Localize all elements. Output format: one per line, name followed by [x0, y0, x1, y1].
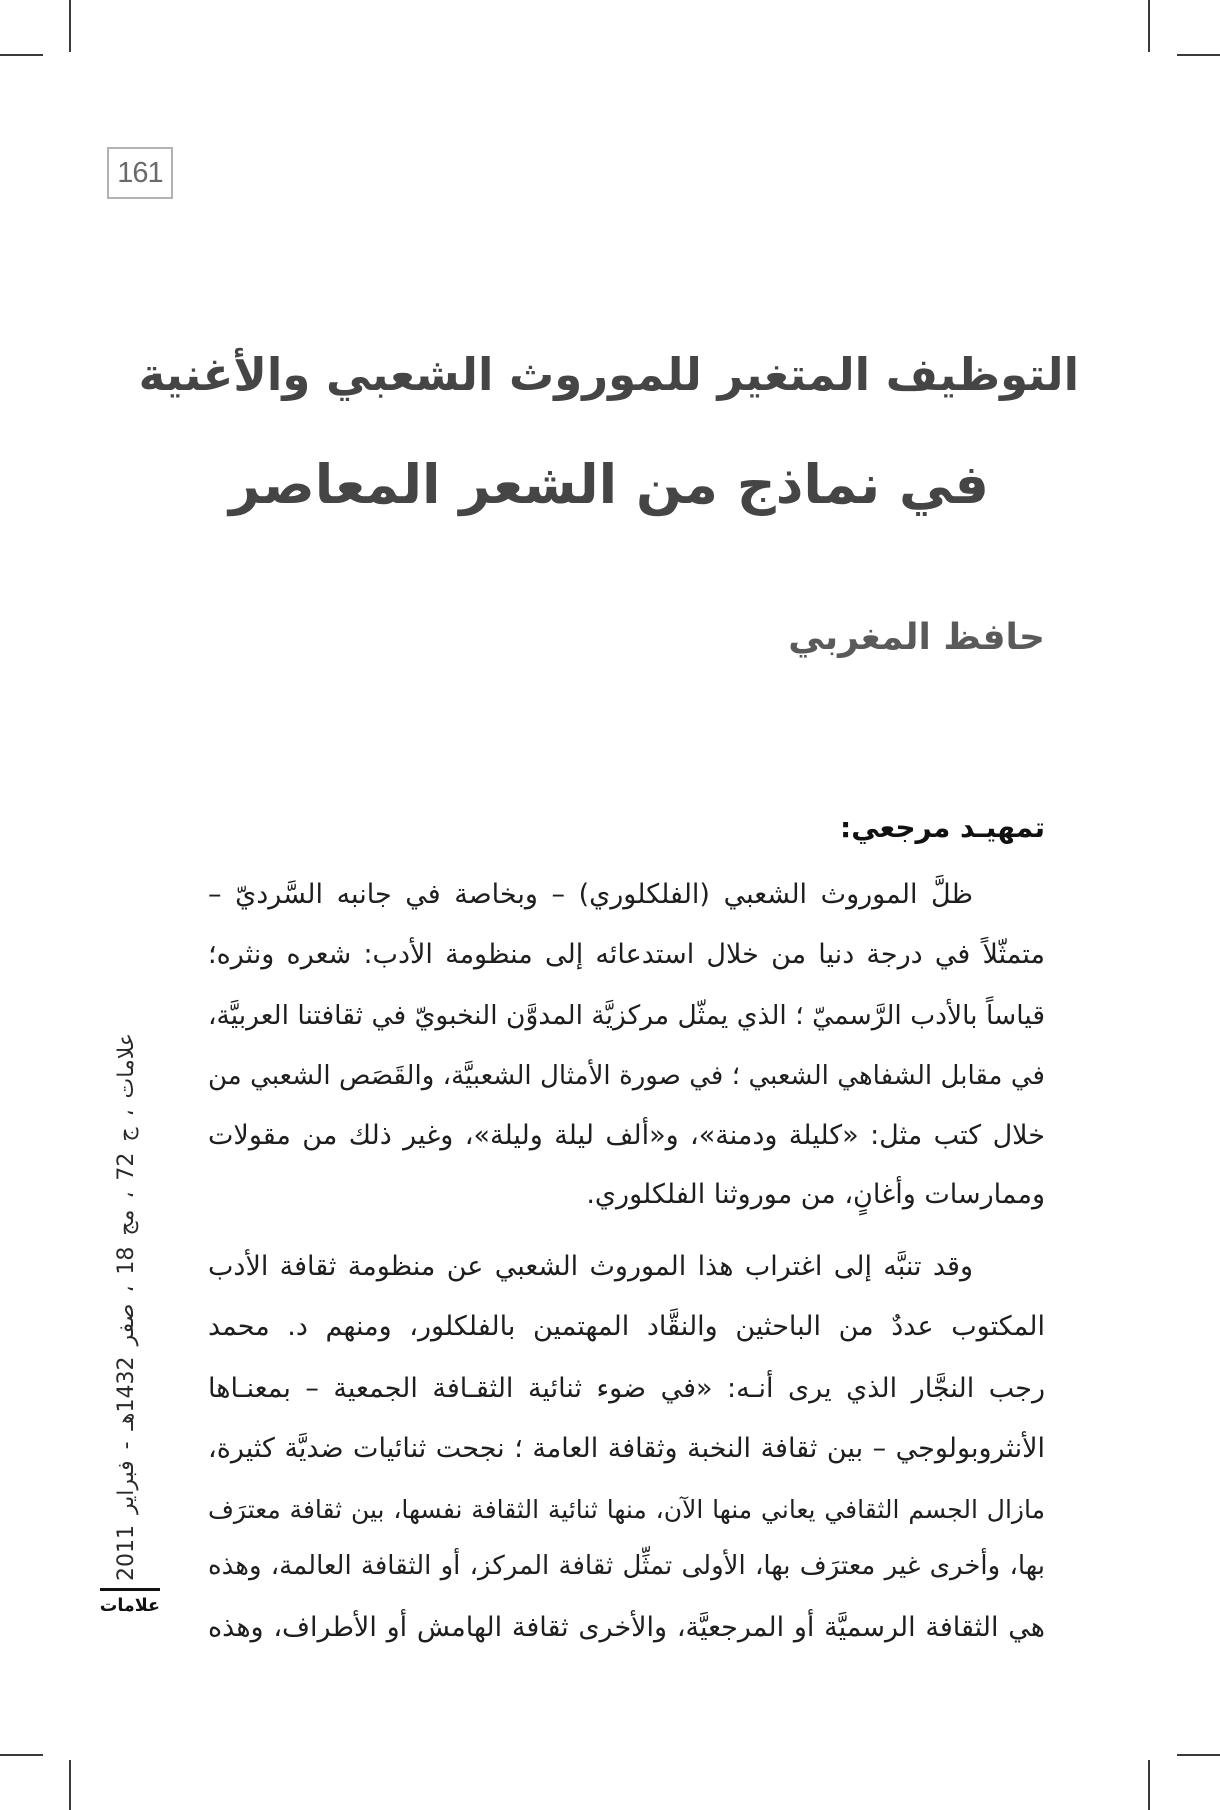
- crop-mark-top-left-horizontal: [0, 54, 43, 56]
- body-line: متمثّلاً في درجة دنيا من خلال استدعائه إلى منظومة الأدب: شعره ونثره؛: [208, 939, 1045, 970]
- article-title-line-1: التوظيف المتغير للموروث الشعبي والأغنية: [139, 348, 1079, 401]
- crop-mark-bottom-right-horizontal: [1177, 1754, 1220, 1756]
- crop-mark-bottom-right-vertical: [1148, 1760, 1150, 1810]
- crop-mark-top-right-vertical: [1148, 0, 1150, 52]
- crop-mark-top-left-vertical: [69, 0, 71, 52]
- body-line: قياساً بالأدب الرَّسميّ ؛ الذي يمثّل مركزيَّة المدوَّن النخبويّ في ثقافتنا العربيَّة،: [208, 1000, 1045, 1031]
- crop-mark-bottom-left-horizontal: [0, 1754, 43, 1756]
- page-number: 161: [107, 147, 173, 199]
- body-line: ظلَّ الموروث الشعبي (الفلكلوري) – وبخاصة في جانبه السَّرديّ –: [208, 879, 973, 910]
- body-line: وقد تنبَّه إلى اغتراب هذا الموروث الشعبي عن منظومة ثقافة الأدب: [208, 1251, 973, 1282]
- journal-citation: علامات ، ج 72 ، مج 18 ، صفر 1432هـ - فبراير 2011: [114, 1033, 139, 1581]
- crop-mark-top-right-horizontal: [1177, 54, 1220, 56]
- body-line: مازال الجسم الثقافي يعاني منها الآن، منها ثنائية الثقافة نفسها، بين ثقافة معترَف: [208, 1495, 1045, 1524]
- body-line: المكتوب عددٌ من الباحثين والنقَّاد المهتمين بالفلكلور، ومنهم د. محمد: [208, 1311, 1045, 1342]
- journal-logo: علامات: [100, 1588, 160, 1625]
- crop-mark-bottom-left-vertical: [69, 1760, 71, 1810]
- body-line: الأنثروبولوجي – بين ثقافة النخبة وثقافة العامة ؛ نجحت ثنائيات ضديَّة كثيرة،: [208, 1433, 1045, 1464]
- author-name: حافظ المغربي: [788, 617, 1045, 658]
- body-line: بها، وأخرى غير معترَف بها، الأولى تمثِّل ثقافة المركز، أو الثقافة العالمة، وهذه: [208, 1551, 1045, 1581]
- body-line: خلال كتب مثل: «كليلة ودمنة»، و«ألف ليلة وليلة»، وغير ذلك من مقولات: [208, 1120, 1045, 1151]
- article-title-line-2: في نماذج من الشعر المعاصر: [229, 453, 989, 516]
- body-line: رجب النجَّار الذي يرى أنـه: «في ضوء ثنائية الثقـافة الجمعية – بمعنـاها: [208, 1373, 1045, 1404]
- body-line: وممارسات وأغانٍ، من موروثنا الفلكلوري.: [586, 1179, 1045, 1210]
- body-line: هي الثقافة الرسميَّة أو المرجعيَّة، والأخرى ثقافة الهامش أو الأطراف، وهذه: [208, 1612, 1045, 1643]
- section-heading: تمهيـد مرجعي:: [840, 811, 1045, 844]
- body-line: في مقابل الشفاهي الشعبي ؛ في صورة الأمثال الشعبيَّة، والقَصَص الشعبي من: [208, 1061, 1045, 1091]
- journal-citation-sidebar: [112, 1033, 142, 1581]
